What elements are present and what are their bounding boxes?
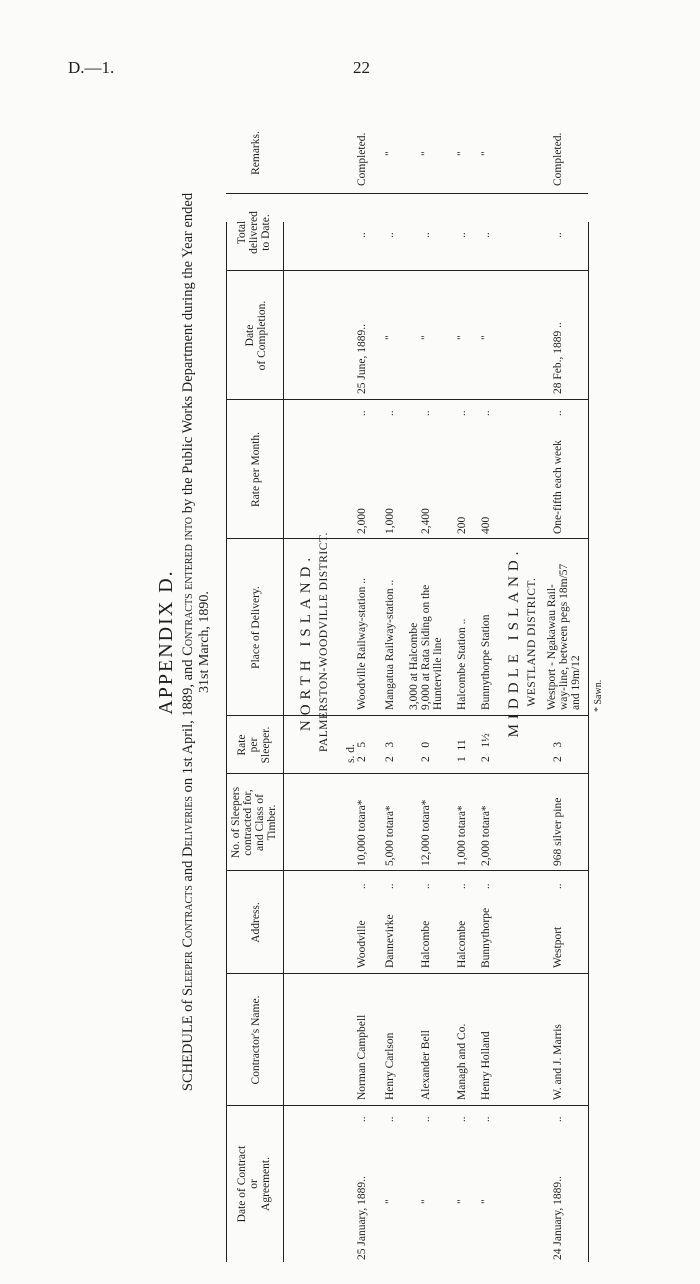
- table-row-3-date: ": [420, 1199, 432, 1204]
- table-row-1-total: ..: [356, 232, 368, 238]
- table-row-5-rate: 2 1½: [480, 733, 492, 762]
- table-row-5-rate-month: 400: [480, 516, 492, 534]
- leader-dots: ..: [456, 1116, 468, 1122]
- leader-dots: ..: [480, 410, 492, 416]
- table-row-6-total: ..: [552, 232, 564, 238]
- title-of: of: [180, 999, 196, 1012]
- table-row-2-sleepers: 5,000 totara*: [384, 805, 396, 866]
- table-row-3-place: 3,000 at Halcombe 9,000 at Rata Siding on the Hunterville line: [408, 584, 444, 710]
- appendix-heading: APPENDIX D.: [155, 569, 177, 715]
- leader-dots: ..: [480, 883, 492, 889]
- table-row-4-completion: ": [456, 335, 468, 340]
- north-island-heading: NORTH ISLAND.: [298, 552, 314, 732]
- title-sleeper-contracts: Sleeper Contracts: [180, 885, 196, 997]
- leader-dots: ..: [384, 1116, 396, 1122]
- leader-dots: ..: [384, 410, 396, 416]
- table-row-6-date: 24 January, 1889..: [552, 1176, 564, 1260]
- table-row-1-address: Woodville: [356, 920, 368, 968]
- col-header-total: Total delivered to Date.: [236, 211, 272, 254]
- table-row-6-place: Westport - Ngakawau Rail- way-line, between pegs 18m/57 and 19m/12: [546, 563, 582, 710]
- table-row-5-address: Bunnythorpe: [480, 907, 492, 968]
- title-deliveries: Deliveries: [180, 796, 196, 858]
- page-number: 22: [353, 58, 370, 77]
- table-row-5-completion: ": [480, 335, 492, 340]
- title-schedule: SCHEDULE: [180, 1015, 196, 1092]
- table-row-3-name: Alexander Bell: [420, 1030, 432, 1100]
- table-row-6-name: W. and J. Marris: [552, 1024, 564, 1100]
- table-row-1-date: 25 January, 1889..: [356, 1176, 368, 1260]
- leader-dots: ..: [384, 883, 396, 889]
- leader-dots: ..: [356, 1116, 368, 1122]
- table-row-1-completion: 25 June, 1889..: [356, 324, 368, 394]
- table-row-2-total: ..: [384, 232, 396, 238]
- table-row-4-address: Halcombe: [456, 920, 468, 968]
- table-row-4-total: ..: [456, 232, 468, 238]
- rate-units: s. d.: [345, 744, 357, 763]
- title-contracts: Contracts: [180, 593, 196, 656]
- col-header-sleepers: No. of Sleepers contracted for, and Class of Timber.: [230, 786, 278, 859]
- col-header-name: Contractor's Name.: [250, 995, 262, 1085]
- table-row-5-name: Henry Holland: [480, 1031, 492, 1100]
- table-row-4-remarks: ": [456, 151, 468, 156]
- leader-dots: ..: [480, 1116, 492, 1122]
- table-row-2-remarks: ": [384, 151, 396, 156]
- leader-dots: ..: [420, 1116, 432, 1122]
- col-header-rate: Rate per Sleeper.: [236, 726, 272, 764]
- table-row-1-sleepers: 10,000 totara*: [356, 799, 368, 866]
- leader-dots: ..: [456, 883, 468, 889]
- westland-district: WESTLAND DISTRICT.: [526, 577, 538, 707]
- table-row-5-date: ": [480, 1199, 492, 1204]
- table-row-4-date: ": [456, 1199, 468, 1204]
- table-row-2-date: ": [384, 1199, 396, 1204]
- col-header-place: Place of Delivery.: [250, 586, 262, 669]
- table-row-6-address: Westport: [552, 926, 564, 968]
- table-row-3-total: ..: [420, 232, 432, 238]
- table-row-2-completion: ": [384, 335, 396, 340]
- header-bottom-rule: [283, 222, 284, 1262]
- table-row-4-place: Halcombe Station ..: [456, 618, 468, 710]
- table-row-1-rate-month: 2,000: [356, 508, 368, 534]
- table-row-2-place: Mangatua Railway-station ..: [384, 579, 396, 710]
- table-row-2-rate-month: 1,000: [384, 508, 396, 534]
- table-row-3-completion: ": [420, 335, 432, 340]
- table-row-1-remarks: Completed.: [356, 132, 368, 186]
- schedule-title: [180, 0, 197, 1284]
- document-reference: D.—1.: [68, 58, 115, 77]
- leader-dots: ..: [356, 410, 368, 416]
- title-and: and: [180, 860, 196, 882]
- leader-dots: ..: [552, 410, 564, 416]
- table-row-4-rate: 1 11: [456, 739, 468, 762]
- col-header-date: Date of Contract or Agreement.: [236, 1145, 272, 1223]
- palmerston-woodville-district: PALMERSTON-WOODVILLE DISTRICT.: [318, 532, 330, 752]
- col-header-rate-month: Rate per Month.: [250, 431, 262, 508]
- table-row-4-name: Managh and Co.: [456, 1023, 468, 1100]
- table-row-3-sleepers: 12,000 totara*: [420, 799, 432, 866]
- table-row-3-remarks: ": [420, 151, 432, 156]
- leader-dots: ..: [552, 1116, 564, 1122]
- title-tail: by the Public Works Department during the Year ended: [180, 192, 196, 514]
- col-header-remarks: Remarks.: [250, 131, 262, 175]
- table-row-2-address: Dannevirke: [384, 914, 396, 968]
- table-bottom-rule: [588, 222, 589, 1262]
- table-row-2-rate: 2 3: [384, 741, 396, 762]
- table-row-5-place: Bunnythorpe Station: [480, 614, 492, 710]
- footnote: * Sawn.: [593, 679, 604, 712]
- table-row-1-name: Norman Campbell: [356, 1014, 368, 1100]
- table-row-4-rate-month: 200: [456, 516, 468, 534]
- table-row-3-address: Halcombe: [420, 920, 432, 968]
- leader-dots: ..: [420, 410, 432, 416]
- col-header-completion: Date of Completion.: [244, 300, 268, 371]
- table-row-1-place: Woodville Railway-station ..: [356, 578, 368, 710]
- table-row-4-sleepers: 1,000 totara*: [456, 805, 468, 866]
- table-row-6-sleepers: 968 silver pine: [552, 797, 564, 866]
- table-row-1-rate: 2 5: [356, 741, 368, 762]
- title-entered-into: entered into: [180, 516, 196, 590]
- table-row-6-completion: 28 Feb., 1889 ..: [552, 322, 564, 394]
- col-header-address: Address.: [250, 902, 262, 943]
- leader-dots: ..: [552, 883, 564, 889]
- table-row-3-rate-month: 2,400: [420, 508, 432, 534]
- leader-dots: ..: [456, 410, 468, 416]
- table-row-5-sleepers: 2,000 totara*: [480, 805, 492, 866]
- table-row-6-remarks: Completed.: [552, 132, 564, 186]
- table-row-6-rate-month: One-fifth each week: [552, 440, 564, 534]
- table-row-3-rate: 2 0: [420, 741, 432, 762]
- leader-dots: ..: [420, 883, 432, 889]
- table-top-rule: [226, 222, 227, 1262]
- leader-dots: ..: [356, 883, 368, 889]
- middle-island-heading: MIDDLE ISLAND.: [506, 546, 522, 738]
- table-row-5-total: ..: [480, 232, 492, 238]
- table-row-5-remarks: ": [480, 151, 492, 156]
- table-row-6-rate: 2 3: [552, 741, 564, 762]
- table-row-2-name: Henry Carlson: [384, 1032, 396, 1100]
- title-on-date: on 1st April, 1889, and: [180, 659, 196, 793]
- schedule-title-line2: 31st March, 1890.: [197, 591, 212, 693]
